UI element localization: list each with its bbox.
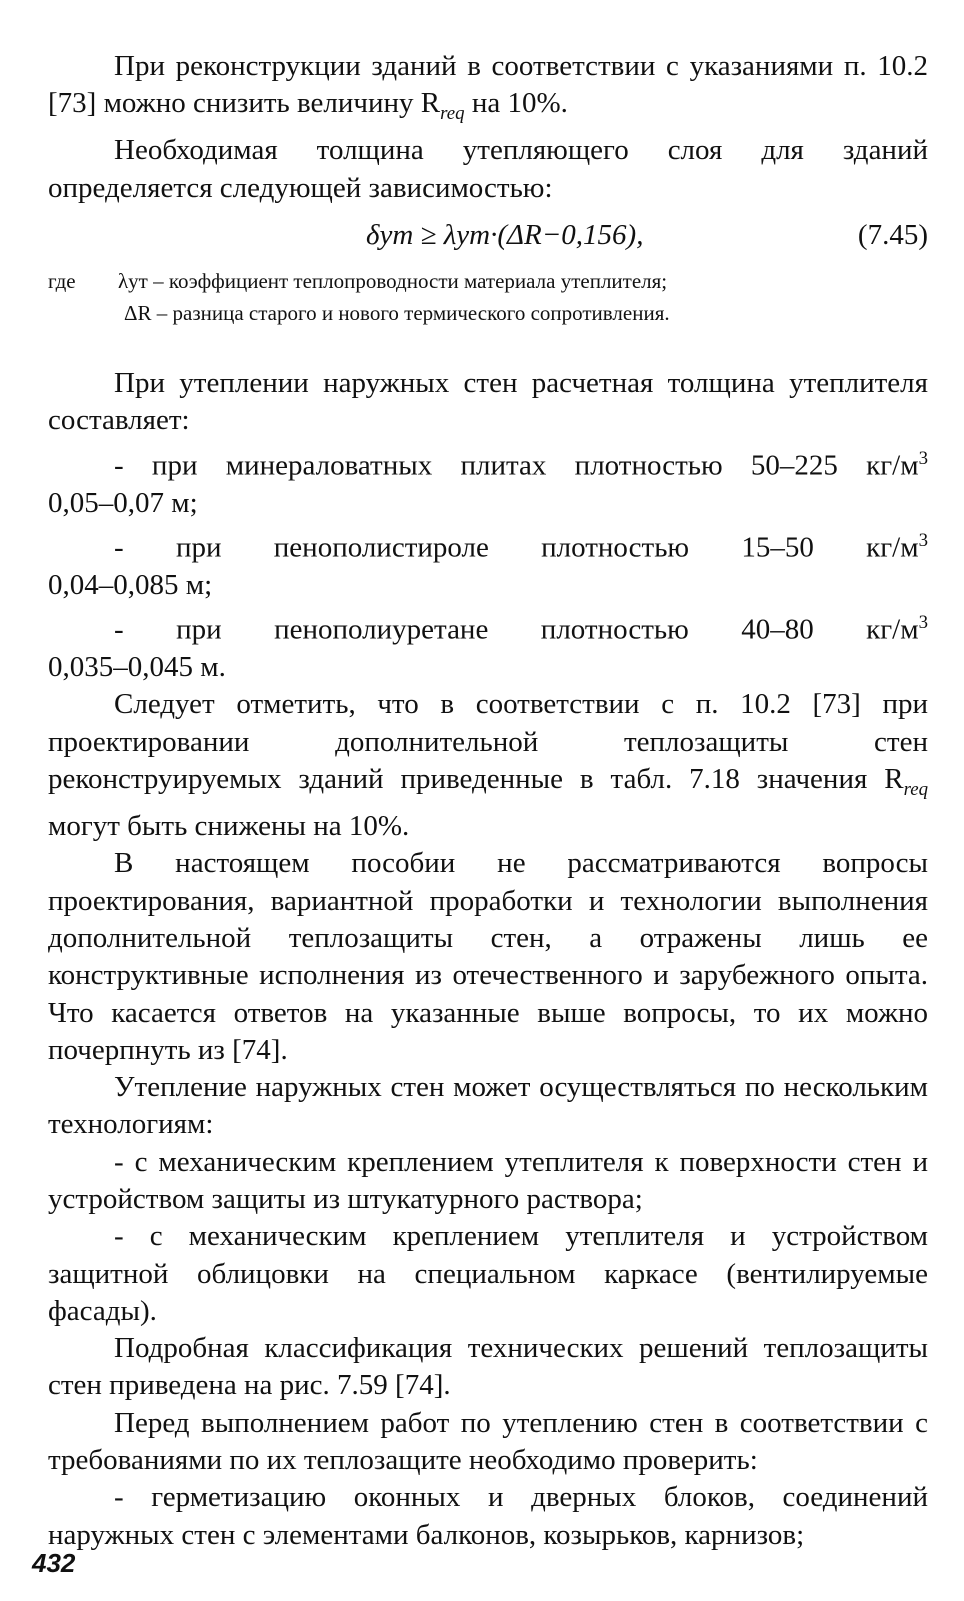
where-label: где [48, 268, 76, 293]
delta-r-definition: ΔR – разница старого и нового термического сопротивления. [124, 300, 670, 325]
formula-legend [48, 265, 928, 329]
list-item-urethane [48, 604, 928, 649]
paragraph-reconstruction [48, 48, 928, 132]
styrene-text: - при пенополистироле плотностью 15–50 кг/м [114, 531, 919, 564]
list-item-sealing: - герметизацию оконных и дверных блоков, соединений наружных стен с элементами балконов, козырьков, карнизов; [48, 1481, 928, 1551]
formula-number: (7.45) [857, 218, 928, 251]
page-body [48, 48, 928, 1554]
urethane-text: - при пенополиуретане плотностью 40–80 кг/м [114, 613, 919, 646]
cubic-superscript: 3 [918, 529, 928, 551]
formula-7-45 [48, 207, 928, 263]
formula-expression: δут ≥ λут·(ΔR−0,156), [366, 218, 644, 251]
list-item-styrene-value: 0,04–0,085 м; [48, 568, 213, 601]
list-item-mineral [48, 440, 928, 485]
list-item-mineral-value: 0,05–0,07 м; [48, 486, 198, 519]
paragraph-scope: В настоящем пособии не рассматриваются вопросы проектирования, вариантной проработки и технологии выполнения дополнительной теплозащиты стен, а отражены лишь ее конструктивные исполнения из отечественного и зарубежного опыта. Что касается ответов на указанные выше вопросы, то их можно почерпнуть из [74]. [48, 847, 928, 1066]
paragraph-thickness: Необходимая толщина утепляющего слоя для зданий определяется следующей зависимостью: [48, 134, 928, 204]
list-item-urethane-value: 0,035–0,045 м. [48, 651, 226, 684]
paragraph-note-reduction [48, 686, 928, 845]
paragraph-insulation-intro: При утеплении наружных стен расчетная толщина утеплителя составляет: [48, 366, 928, 437]
cubic-superscript: 3 [918, 612, 928, 634]
list-item-ventilated: - с механическим креплением утеплителя и устройством защитной облицовки на специальном каркасе (вентилируемые фасады). [48, 1220, 928, 1327]
cubic-superscript: 3 [918, 447, 928, 469]
paragraph-text: При реконструкции зданий в соответствии с указаниями п. 10.2 [73] можно снизить величину R [48, 50, 928, 120]
r-req-subscript: req [903, 778, 928, 800]
r-req-subscript: req [440, 103, 465, 125]
page-number: 432 [32, 1548, 76, 1578]
note-text: Следует отметить, что в соответствии с п. 10.2 [73] при проектировании дополнительной теплозащиты стен реконструируемых зданий приведенные в табл. 7.18 значения R [48, 688, 928, 795]
lambda-definition: λут – коэффициент теплопроводности материала утеплителя; [118, 268, 668, 293]
paragraph-checks-intro: Перед выполнением работ по утеплению стен в соответствии с требованиями по их теплозащите необходимо проверить: [48, 1406, 928, 1477]
note-text-end: могут быть снижены на 10%. [48, 810, 410, 843]
paragraph-technologies-intro: Утепление наружных стен может осуществляться по нескольким технологиям: [48, 1071, 928, 1141]
paragraph-text-end: на 10%. [464, 87, 568, 120]
list-item-styrene [48, 522, 928, 567]
paragraph-classification: Подробная классификация технических решений теплозащиты стен приведена на рис. 7.59 [74]. [48, 1332, 928, 1402]
mineral-text: - при минераловатных плитах плотностью 50–225 кг/м [114, 449, 919, 482]
list-item-plaster: - с механическим креплением утеплителя к поверхности стен и устройством защиты из штукатурного раствора; [48, 1145, 928, 1215]
